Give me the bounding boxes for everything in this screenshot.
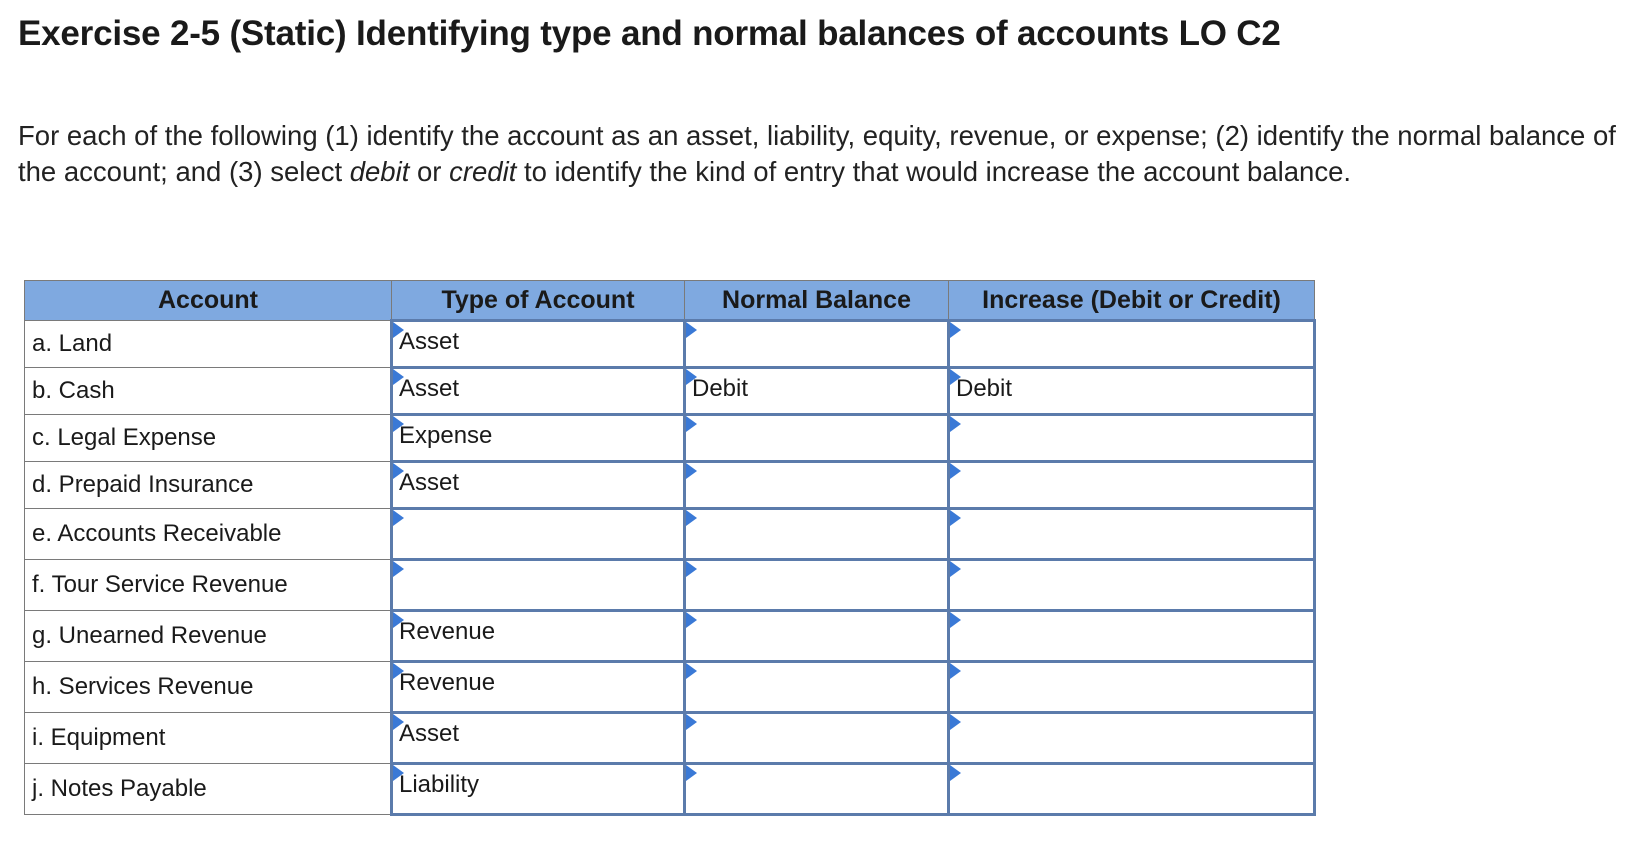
- dropdown-value: Liability: [399, 771, 480, 798]
- instructions-part2: to identify the kind of entry that would increase the account balance.: [516, 156, 1352, 187]
- dropdown-marker-icon: [950, 369, 961, 385]
- increase-cell: [949, 560, 1315, 611]
- increase-dropdown[interactable]: [950, 463, 1313, 507]
- account-name: g. Unearned Revenue: [25, 611, 392, 662]
- type-of-account-dropdown[interactable]: [393, 369, 683, 413]
- dropdown-marker-icon: [393, 510, 404, 526]
- increase-dropdown[interactable]: [950, 510, 1313, 558]
- dropdown-marker-icon: [393, 463, 404, 479]
- account-name: j. Notes Payable: [25, 764, 392, 815]
- table-row: [25, 713, 1315, 764]
- increase-dropdown[interactable]: [950, 369, 1313, 413]
- table-row: [25, 321, 1315, 368]
- table-row: [25, 368, 1315, 415]
- dropdown-marker-icon: [393, 416, 404, 432]
- dropdown-value: Debit: [956, 375, 1013, 402]
- increase-cell: [949, 509, 1315, 560]
- dropdown-marker-icon: [393, 765, 404, 781]
- dropdown-marker-icon: [950, 322, 961, 338]
- dropdown-marker-icon: [393, 612, 404, 628]
- dropdown-marker-icon: [393, 561, 404, 577]
- dropdown-marker-icon: [950, 416, 961, 432]
- increase-cell: [949, 764, 1315, 815]
- normal-balance-dropdown[interactable]: [686, 612, 947, 660]
- type-cell: [392, 415, 685, 462]
- dropdown-marker-icon: [686, 416, 697, 432]
- dropdown-marker-icon: [950, 510, 961, 526]
- dropdown-marker-icon: [950, 765, 961, 781]
- type-of-account-dropdown[interactable]: [393, 416, 683, 460]
- dropdown-marker-icon: [393, 369, 404, 385]
- normal-cell: [685, 321, 949, 368]
- account-name: f. Tour Service Revenue: [25, 560, 392, 611]
- normal-balance-dropdown[interactable]: [686, 463, 947, 507]
- account-name: h. Services Revenue: [25, 662, 392, 713]
- table-row: [25, 560, 1315, 611]
- dropdown-marker-icon: [686, 561, 697, 577]
- table-header-row: [25, 281, 1315, 321]
- account-name: i. Equipment: [25, 713, 392, 764]
- increase-dropdown[interactable]: [950, 416, 1313, 460]
- type-cell: [392, 368, 685, 415]
- table-row: [25, 415, 1315, 462]
- normal-cell: [685, 462, 949, 509]
- dropdown-marker-icon: [950, 663, 961, 679]
- dropdown-marker-icon: [950, 714, 961, 730]
- increase-cell: [949, 415, 1315, 462]
- dropdown-value: Asset: [399, 469, 460, 496]
- type-of-account-dropdown[interactable]: [393, 322, 683, 366]
- normal-balance-dropdown[interactable]: [686, 663, 947, 711]
- dropdown-value: Revenue: [399, 669, 496, 696]
- instructions: [18, 118, 1618, 190]
- increase-cell: [949, 368, 1315, 415]
- dropdown-marker-icon: [393, 714, 404, 730]
- increase-dropdown[interactable]: [950, 765, 1313, 813]
- table-row: [25, 662, 1315, 713]
- type-of-account-dropdown[interactable]: [393, 663, 683, 711]
- increase-cell: [949, 713, 1315, 764]
- type-cell: [392, 713, 685, 764]
- type-of-account-dropdown[interactable]: [393, 714, 683, 762]
- accounts-table: [24, 280, 1316, 816]
- type-cell: [392, 662, 685, 713]
- dropdown-marker-icon: [393, 322, 404, 338]
- dropdown-marker-icon: [686, 612, 697, 628]
- header-account: Account: [25, 281, 392, 321]
- dropdown-marker-icon: [686, 510, 697, 526]
- normal-cell: [685, 560, 949, 611]
- dropdown-value: Expense: [399, 422, 493, 449]
- normal-balance-dropdown[interactable]: [686, 714, 947, 762]
- type-cell: [392, 321, 685, 368]
- type-of-account-dropdown[interactable]: [393, 463, 683, 507]
- account-name: d. Prepaid Insurance: [25, 462, 392, 509]
- dropdown-marker-icon: [686, 663, 697, 679]
- increase-cell: [949, 662, 1315, 713]
- dropdown-value: Asset: [399, 328, 460, 355]
- table-row: [25, 462, 1315, 509]
- normal-balance-dropdown[interactable]: [686, 510, 947, 558]
- normal-cell: [685, 415, 949, 462]
- normal-balance-dropdown[interactable]: [686, 561, 947, 609]
- instructions-or-word: or: [409, 156, 450, 187]
- increase-cell: [949, 611, 1315, 662]
- instructions-debit-word: debit: [349, 156, 410, 187]
- increase-cell: [949, 321, 1315, 368]
- dropdown-marker-icon: [686, 714, 697, 730]
- dropdown-marker-icon: [686, 765, 697, 781]
- page-title: Exercise 2-5 (Static) Identifying type and normal balances of accounts LO C2: [18, 14, 1281, 53]
- normal-cell: [685, 509, 949, 560]
- normal-cell: [685, 368, 949, 415]
- dropdown-value: Asset: [399, 720, 460, 747]
- increase-dropdown[interactable]: [950, 322, 1313, 366]
- normal-cell: [685, 611, 949, 662]
- dropdown-marker-icon: [950, 612, 961, 628]
- normal-cell: [685, 713, 949, 764]
- dropdown-marker-icon: [950, 463, 961, 479]
- dropdown-marker-icon: [393, 663, 404, 679]
- account-name: e. Accounts Receivable: [25, 509, 392, 560]
- dropdown-value: Asset: [399, 375, 460, 402]
- type-cell: [392, 560, 685, 611]
- table-row: [25, 764, 1315, 815]
- instructions-credit-word: credit: [449, 156, 517, 187]
- type-cell: [392, 764, 685, 815]
- header-normal-balance: Normal Balance: [685, 281, 949, 321]
- increase-dropdown[interactable]: [950, 663, 1313, 711]
- normal-balance-dropdown[interactable]: [686, 416, 947, 460]
- normal-cell: [685, 764, 949, 815]
- account-name: b. Cash: [25, 368, 392, 415]
- account-name: c. Legal Expense: [25, 415, 392, 462]
- increase-dropdown[interactable]: [950, 714, 1313, 762]
- increase-dropdown[interactable]: [950, 612, 1313, 660]
- type-of-account-dropdown[interactable]: [393, 765, 683, 813]
- instructions-part1: For each of the following (1) identify the account as an asset, liability, equity, revenue, or expense; (2) identify the normal balance of the account; and (3) select: [18, 120, 1616, 187]
- header-increase: Increase (Debit or Credit): [949, 281, 1315, 321]
- type-of-account-dropdown[interactable]: [393, 510, 683, 558]
- normal-balance-dropdown[interactable]: [686, 765, 947, 813]
- dropdown-marker-icon: [686, 322, 697, 338]
- type-of-account-dropdown[interactable]: [393, 612, 683, 660]
- normal-balance-dropdown[interactable]: [686, 322, 947, 366]
- dropdown-marker-icon: [950, 561, 961, 577]
- type-cell: [392, 509, 685, 560]
- type-cell: [392, 611, 685, 662]
- account-name: a. Land: [25, 321, 392, 368]
- increase-dropdown[interactable]: [950, 561, 1313, 609]
- dropdown-value: Revenue: [399, 618, 496, 645]
- dropdown-marker-icon: [686, 369, 697, 385]
- increase-cell: [949, 462, 1315, 509]
- table-row: [25, 509, 1315, 560]
- type-cell: [392, 462, 685, 509]
- type-of-account-dropdown[interactable]: [393, 561, 683, 609]
- normal-balance-dropdown[interactable]: [686, 369, 947, 413]
- header-type-of-account: Type of Account: [392, 281, 685, 321]
- normal-cell: [685, 662, 949, 713]
- table-row: [25, 611, 1315, 662]
- dropdown-value: Debit: [692, 375, 749, 402]
- dropdown-marker-icon: [686, 463, 697, 479]
